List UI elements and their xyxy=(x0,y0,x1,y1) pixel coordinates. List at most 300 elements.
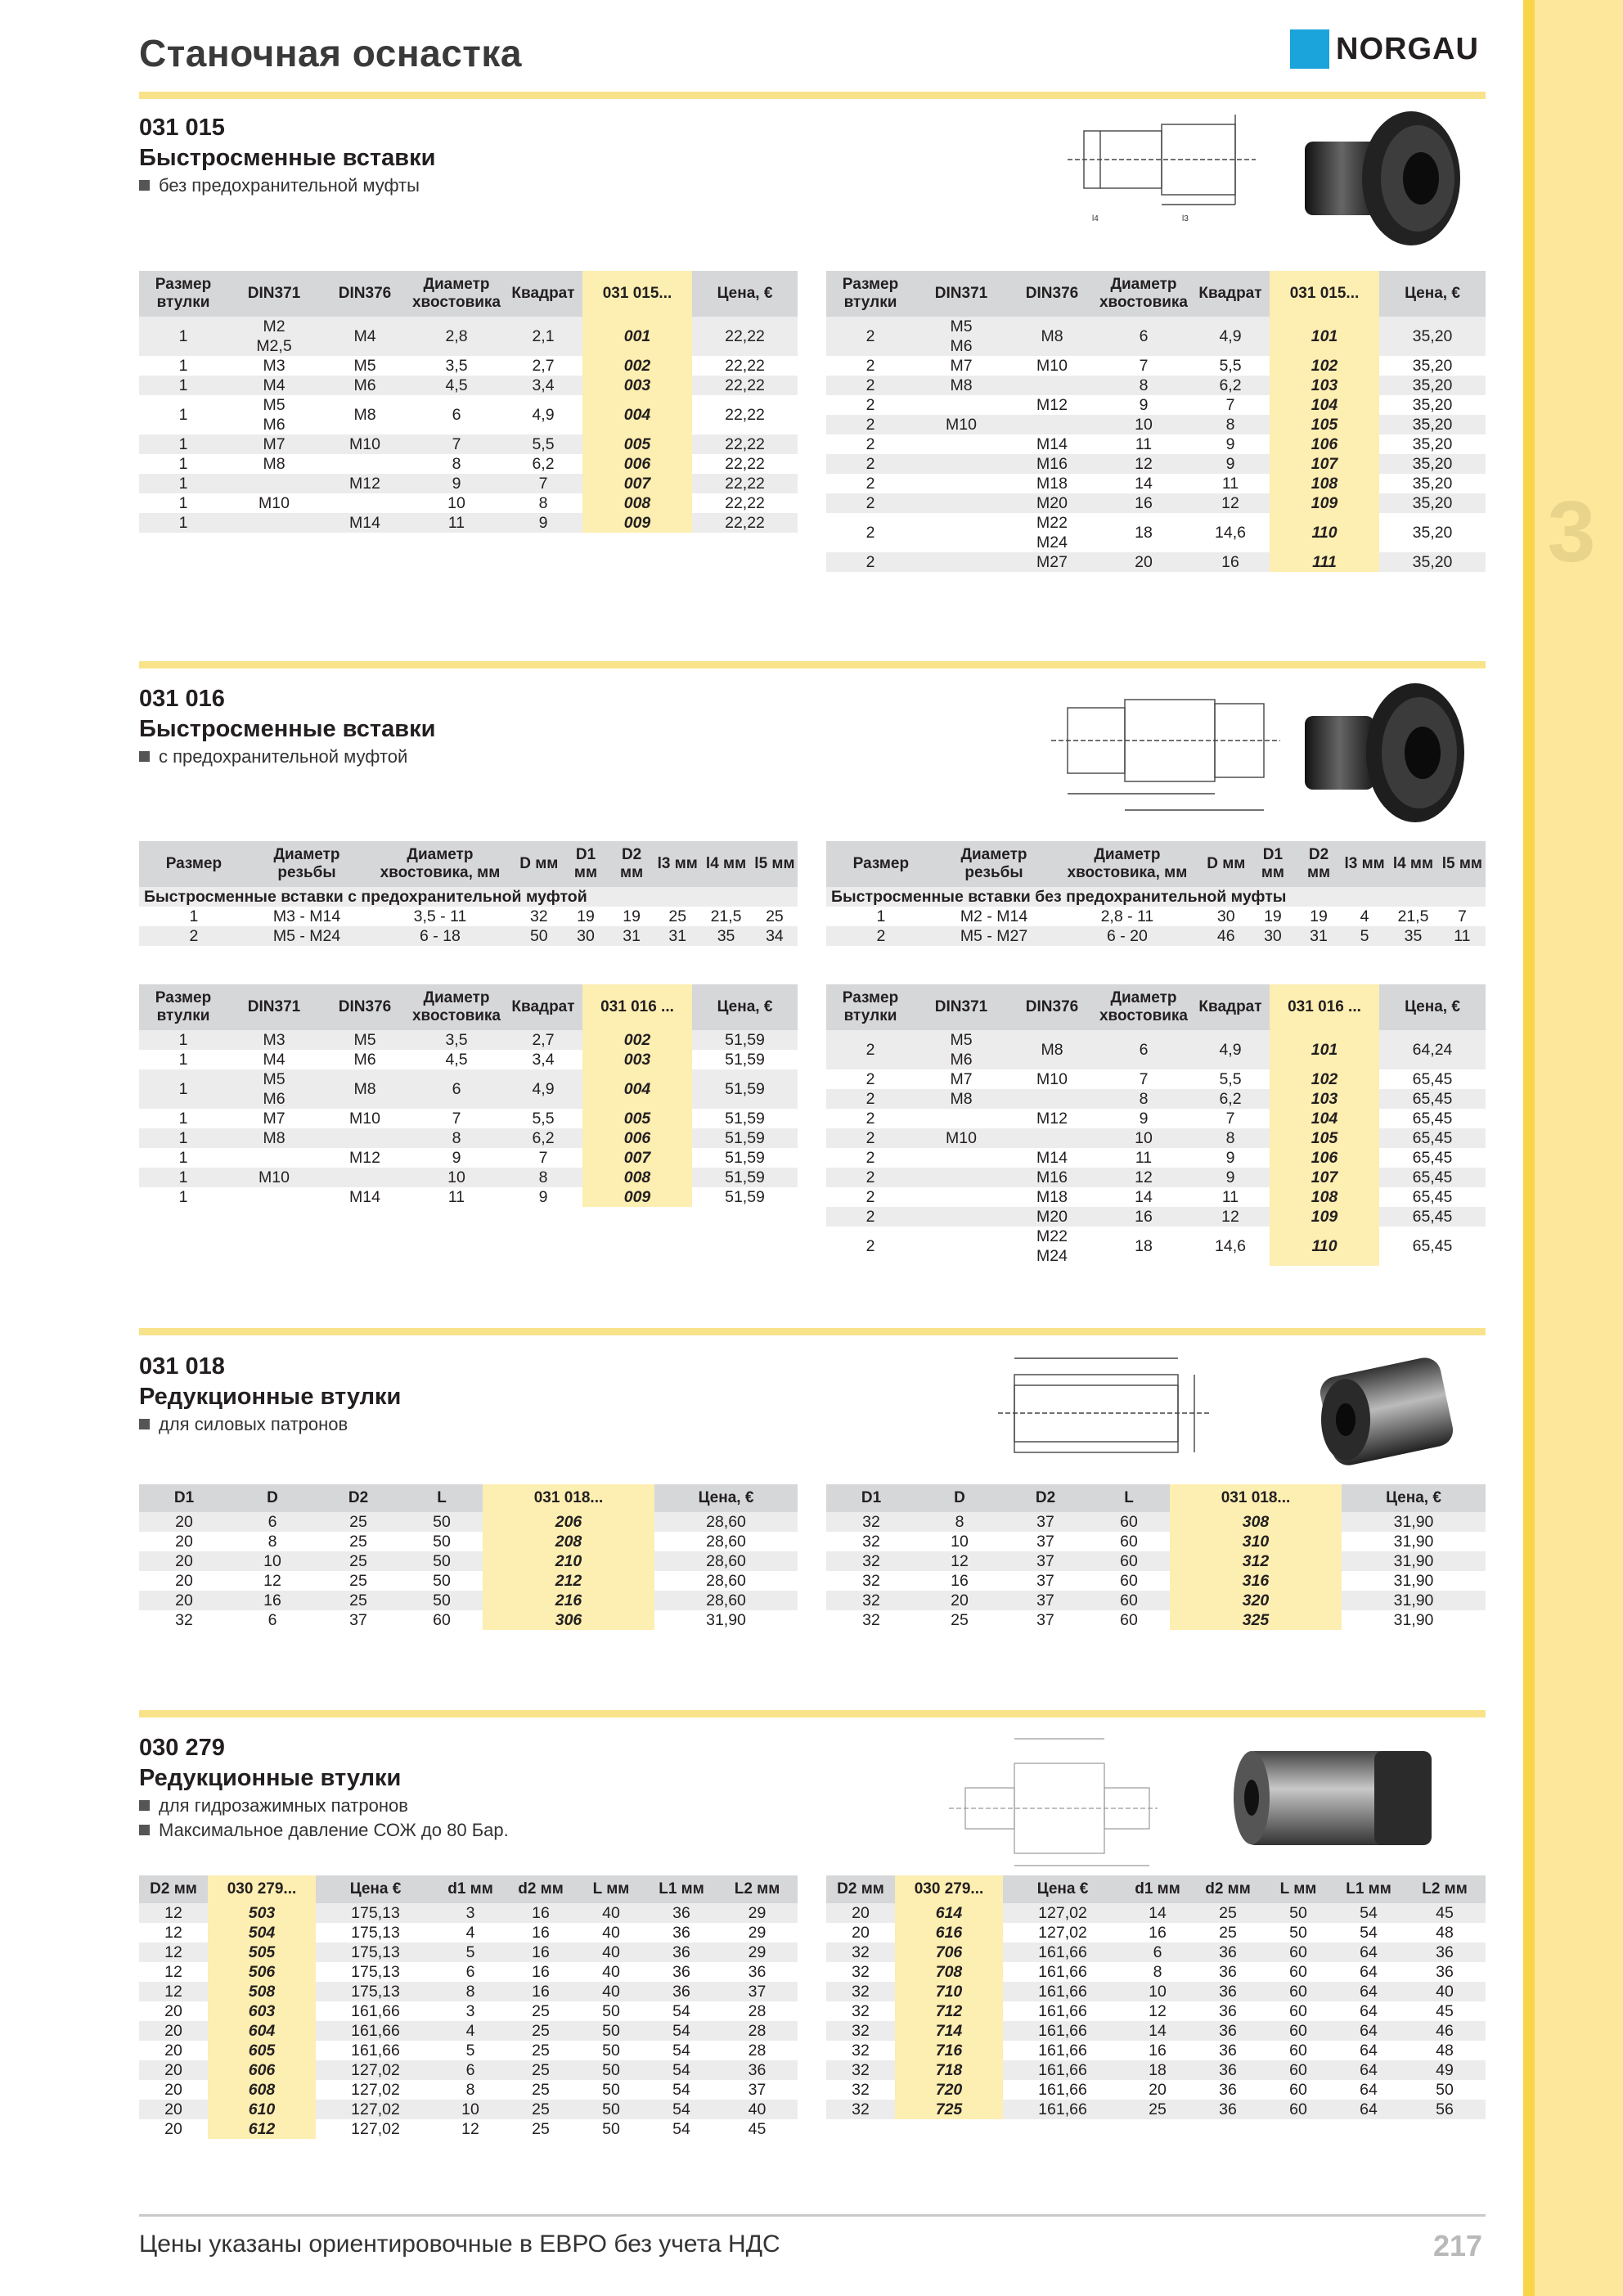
cell-line: M10 xyxy=(1036,357,1068,375)
table-cell: 37 xyxy=(1003,1512,1088,1532)
col-header: Цена, € xyxy=(692,984,798,1030)
section-rule xyxy=(139,92,1486,99)
table-cell: 7 xyxy=(1139,357,1149,375)
table-cell: 175,13 xyxy=(316,1943,435,1962)
section-bullet: для гидрозажимных патронов xyxy=(139,1795,509,1817)
table-cell: 175,13 xyxy=(351,1963,400,1981)
table-cell: 1 xyxy=(139,513,227,533)
table-row xyxy=(826,1227,1486,1266)
col-header: DIN371 xyxy=(227,984,321,1030)
table-cell: 12 xyxy=(139,1903,208,1923)
article-number: 001 xyxy=(582,317,692,356)
table-cell: 64 xyxy=(1333,2100,1404,2119)
table-cell: 22,22 xyxy=(725,494,765,512)
table-cell: 54 xyxy=(672,2120,690,2138)
table-cell: 7 xyxy=(1457,907,1467,925)
table-row xyxy=(139,2041,798,2060)
table-cell: 51,59 xyxy=(692,1069,798,1109)
table-cell: 19 xyxy=(623,907,641,925)
col-header: D1 xyxy=(139,1484,229,1512)
article-number: 004 xyxy=(582,1069,692,1109)
table-cell xyxy=(321,356,409,376)
cell-line: M14 xyxy=(1036,1149,1068,1167)
table-cell: 64 xyxy=(1360,2081,1378,2099)
table-cell: 40 xyxy=(602,1924,620,1942)
col-header: 031 015... xyxy=(582,271,692,317)
table-cell: 50 xyxy=(602,2042,620,2060)
table-cell xyxy=(227,1109,321,1128)
table-cell: 20 xyxy=(139,2021,208,2041)
cell-line: M5 xyxy=(353,1031,376,1049)
table-cell: 8 xyxy=(465,2081,475,2099)
table-row xyxy=(826,474,1486,493)
table-cell: 37 xyxy=(1036,1533,1054,1551)
col-header: 031 018... xyxy=(1170,1484,1342,1512)
table-cell: 11 xyxy=(1135,1149,1153,1167)
col-header: 031 018... xyxy=(483,1484,654,1512)
article-number: 718 xyxy=(895,2060,1003,2080)
table-cell: 2 xyxy=(139,926,249,946)
table-cell: 6 xyxy=(229,1512,316,1532)
table-cell: 2 xyxy=(826,1168,915,1187)
table-cell: 5 xyxy=(435,1943,506,1962)
table-cell: 7 xyxy=(1225,396,1235,414)
article-number: 107 xyxy=(1270,454,1379,474)
table-cell: 175,13 xyxy=(316,1903,435,1923)
cell-line: M18 xyxy=(1036,1188,1068,1206)
cell-line: M10 xyxy=(946,416,977,434)
table-cell xyxy=(915,513,1008,552)
table-cell: 51,59 xyxy=(725,1188,765,1206)
section-code: 031 016 xyxy=(139,686,225,712)
table-cell: 11 xyxy=(1221,1188,1239,1206)
table-cell: 127,02 xyxy=(316,2100,435,2119)
col-header: D xyxy=(916,1484,1003,1512)
section-031015 xyxy=(139,115,435,196)
table-cell: 31,90 xyxy=(1342,1512,1486,1532)
table-cell: 2 xyxy=(865,1149,875,1167)
table-row xyxy=(139,1050,798,1069)
article-number: 105 xyxy=(1270,1128,1379,1148)
table-cell: 2 xyxy=(826,552,915,572)
table-row xyxy=(139,926,798,946)
table-cell: 2 xyxy=(865,1237,875,1255)
table-cell: 161,66 xyxy=(1038,2042,1087,2060)
article-number: 603 xyxy=(208,2001,316,2021)
table-cell: 30 xyxy=(1250,926,1296,946)
table-cell xyxy=(321,376,409,395)
table-cell: 3,4 xyxy=(532,1051,555,1069)
table-cell: 19 xyxy=(577,907,595,925)
table-cell: 37 xyxy=(1036,1572,1054,1590)
article-number: 103 xyxy=(1270,1089,1379,1109)
table-cell: 32 xyxy=(852,1963,870,1981)
table-cell: 60 xyxy=(1289,2042,1307,2060)
table-cell xyxy=(227,454,321,474)
table-cell xyxy=(915,493,1008,513)
table-cell: 25 xyxy=(349,1533,367,1551)
chapter-number: 3 xyxy=(1547,484,1596,580)
table-cell xyxy=(227,1187,321,1207)
table-row xyxy=(139,1187,798,1207)
cell-line: M16 xyxy=(1036,455,1068,473)
article-number: 003 xyxy=(582,1050,692,1069)
col-header: Квадрат xyxy=(1191,984,1270,1030)
table-cell: 50 xyxy=(576,2060,646,2080)
table-cell: 22,22 xyxy=(692,317,798,356)
table-cell: 37 xyxy=(1036,1611,1054,1629)
table-cell: 36 xyxy=(1193,2021,1263,2041)
table-row xyxy=(826,2021,1486,2041)
section-code: 031 018 xyxy=(139,1353,225,1380)
table-cell: 64 xyxy=(1333,1943,1404,1962)
article-number: 208 xyxy=(483,1532,654,1551)
table-cell: 3,4 xyxy=(504,376,582,395)
table-row xyxy=(826,1962,1486,1982)
article-number: 614 xyxy=(895,1903,1003,1923)
table-cell xyxy=(321,434,409,454)
table-cell: M5 - M27 xyxy=(936,926,1052,946)
table-cell: 11 xyxy=(1439,926,1486,946)
article-number: 212 xyxy=(483,1571,654,1591)
article-number: 103 xyxy=(1270,376,1379,395)
table-cell: 6 xyxy=(1096,1030,1191,1069)
table-cell: 18 xyxy=(1135,524,1153,542)
table-row xyxy=(826,1982,1486,2001)
table-cell: 20 xyxy=(916,1591,1003,1610)
table-cell xyxy=(1008,1069,1096,1089)
table-cell: 4,5 xyxy=(445,1051,468,1069)
col-header: L xyxy=(1088,1484,1170,1512)
table-row xyxy=(139,1109,798,1128)
cell-line: M7 xyxy=(263,1110,285,1128)
table-cell: 14 xyxy=(1122,2021,1193,2041)
table-cell: 25 xyxy=(349,1572,367,1590)
table-cell: 127,02 xyxy=(1038,1924,1087,1942)
table-cell xyxy=(321,1187,409,1207)
article-number: 714 xyxy=(895,2021,1003,2041)
table-cell: 40 xyxy=(576,1903,646,1923)
table-row xyxy=(826,2060,1486,2080)
table-cell: 51,59 xyxy=(692,1030,798,1050)
article-number: 710 xyxy=(895,1982,1003,2001)
table-cell xyxy=(321,493,409,513)
col-header: Цена, € xyxy=(654,1484,798,1512)
col-header: l3 мм xyxy=(654,841,700,887)
table-cell xyxy=(915,1069,1008,1089)
table-row xyxy=(826,1512,1486,1532)
article-number: 708 xyxy=(895,1962,1003,1982)
table-cell: 65,45 xyxy=(1379,1168,1486,1187)
table-cell: 36 xyxy=(1404,1943,1486,1962)
table-cell: 2 xyxy=(826,454,915,474)
col-header: d2 мм xyxy=(506,1875,576,1903)
table-cell: 8 xyxy=(435,1982,506,2001)
table-cell: 25 xyxy=(1122,2100,1193,2119)
article-number: 604 xyxy=(208,2021,316,2041)
table-cell: 6,2 xyxy=(1191,376,1270,395)
cell-line: M22 xyxy=(1036,1227,1068,1245)
table-cell: 45 xyxy=(748,2120,767,2138)
table-row xyxy=(139,1532,798,1551)
table-cell: 50 xyxy=(401,1512,483,1532)
table-cell xyxy=(1008,1187,1096,1207)
cell-line: M5 xyxy=(263,396,285,414)
table-cell: 10 xyxy=(435,2100,506,2119)
table-row xyxy=(826,907,1486,926)
article-number: 110 xyxy=(1270,513,1379,552)
table-cell: 127,02 xyxy=(351,2081,400,2099)
col-header: 031 015... xyxy=(1270,271,1379,317)
cell-line: M8 xyxy=(263,455,285,473)
table-cell xyxy=(1008,474,1096,493)
table-cell xyxy=(915,1089,1008,1109)
article-number: 712 xyxy=(895,2001,1003,2021)
col-header: d2 мм xyxy=(1193,1875,1263,1903)
table-cell: 36 xyxy=(1219,1963,1237,1981)
table-cell xyxy=(915,376,1008,395)
table-cell: M3 - M14 xyxy=(272,907,341,925)
section-rule xyxy=(139,1328,1486,1335)
table-cell: 4,5 xyxy=(409,376,504,395)
table-cell: 56 xyxy=(1404,2100,1486,2119)
table-cell: 10 xyxy=(447,494,465,512)
col-header: Квадрат xyxy=(504,984,582,1030)
table-row xyxy=(139,1128,798,1148)
table-cell xyxy=(227,1050,321,1069)
table-cell: 161,66 xyxy=(1003,2021,1122,2041)
footer-rule xyxy=(139,2214,1486,2217)
col-header: 031 016 ... xyxy=(582,984,692,1030)
table-cell: 65,45 xyxy=(1379,1089,1486,1109)
table-030279-right xyxy=(826,1875,1486,2119)
table-cell: 46 xyxy=(1203,926,1250,946)
section-code: 030 279 xyxy=(139,1735,225,1761)
table-cell: 34 xyxy=(752,926,798,946)
section-title: Редукционные втулки xyxy=(139,1384,402,1410)
article-number: 008 xyxy=(582,1168,692,1187)
table-cell: 36 xyxy=(1219,2002,1237,2020)
brand-name: NORGAU xyxy=(1336,31,1479,66)
article-number: 104 xyxy=(1270,395,1379,415)
table-cell: 161,66 xyxy=(1038,2002,1087,2020)
cell-line: M4 xyxy=(263,376,285,394)
table-row xyxy=(139,317,798,356)
table-row xyxy=(139,1982,798,2001)
table-cell xyxy=(1008,454,1096,474)
table-cell: 2 xyxy=(865,524,875,542)
table-cell: 2 xyxy=(826,493,915,513)
table-cell: 2 xyxy=(826,376,915,395)
table-cell: 50 xyxy=(401,1591,483,1610)
table-cell xyxy=(1008,376,1096,395)
table-cell: 2 xyxy=(865,1188,875,1206)
table-cell: 2 xyxy=(865,357,875,375)
table-cell: 60 xyxy=(1289,2002,1307,2020)
table-cell: 36 xyxy=(672,1963,690,1981)
svg-text:l3: l3 xyxy=(1182,214,1189,223)
table-cell: 54 xyxy=(672,2042,690,2060)
cell-line: M5 xyxy=(353,357,376,375)
col-header: D2 мм xyxy=(609,841,654,887)
table-row xyxy=(826,493,1486,513)
table-031016-right xyxy=(826,984,1486,1266)
cell-line: M3 xyxy=(263,1031,285,1049)
table-row xyxy=(826,1128,1486,1148)
table-row xyxy=(139,454,798,474)
table-cell: 2 xyxy=(826,1030,915,1069)
table-cell: 4 xyxy=(465,1924,475,1942)
col-header: Диаметр хвостовика, мм xyxy=(1052,841,1202,887)
col-header: Квадрат xyxy=(504,271,582,317)
table-row xyxy=(826,1207,1486,1227)
article-number: 606 xyxy=(208,2060,316,2080)
cell-line: M6 xyxy=(263,1090,285,1108)
table-cell: 36 xyxy=(1193,2060,1263,2080)
table-cell: 6,2 xyxy=(1191,1089,1270,1109)
table-cell: 11 xyxy=(409,513,504,533)
table-cell: 20 xyxy=(139,1551,229,1571)
table-row xyxy=(826,1923,1486,1943)
article-number: 325 xyxy=(1170,1610,1342,1630)
col-header: D1 мм xyxy=(1250,841,1296,887)
table-cell: 1 xyxy=(139,1069,227,1109)
table-cell: 35,20 xyxy=(1379,376,1486,395)
table-cell: 12 xyxy=(263,1572,281,1590)
table-row xyxy=(139,2119,798,2139)
table-cell xyxy=(915,552,1008,572)
table-cell: 35 xyxy=(1387,926,1439,946)
table-030279-left xyxy=(139,1875,798,2139)
table-cell: 2,8 xyxy=(409,317,504,356)
table-cell: 2 xyxy=(865,1110,875,1128)
section-031018 xyxy=(139,1353,401,1435)
table-cell: 40 xyxy=(576,1982,646,2001)
table-row xyxy=(139,1903,798,1923)
table-cell: 37 xyxy=(349,1611,367,1629)
table-cell: 60 xyxy=(1120,1611,1138,1629)
table-cell: 20 xyxy=(852,1924,870,1942)
table-cell: 36 xyxy=(672,1924,690,1942)
table-row xyxy=(139,376,798,395)
table-cell xyxy=(1008,1227,1096,1266)
table-row xyxy=(139,2100,798,2119)
brand-logo xyxy=(1290,29,1479,69)
article-number: 009 xyxy=(582,1187,692,1207)
table-cell: 54 xyxy=(646,2060,717,2080)
table-cell: 54 xyxy=(646,2100,717,2119)
table-cell xyxy=(227,356,321,376)
table-row xyxy=(139,395,798,434)
article-number: 102 xyxy=(1270,356,1379,376)
table-cell: 16 xyxy=(229,1591,316,1610)
article-number: 009 xyxy=(582,513,692,533)
article-number: 007 xyxy=(582,474,692,493)
table-cell: 11 xyxy=(1135,435,1153,453)
table-cell: 50 xyxy=(1263,1903,1333,1923)
table-cell: 35,20 xyxy=(1412,396,1453,414)
table-subtitle: Быстросменные вставки с предохранительной муфтой xyxy=(139,887,798,907)
svg-text:l4: l4 xyxy=(1092,214,1099,223)
table-row xyxy=(826,415,1486,434)
table-cell: 37 xyxy=(1003,1551,1088,1571)
table-cell: 65,45 xyxy=(1412,1188,1453,1206)
col-header: 030 279... xyxy=(208,1875,316,1903)
table-cell: 30 xyxy=(1216,907,1235,925)
cell-line: M14 xyxy=(1036,435,1068,453)
table-cell: 127,02 xyxy=(316,2060,435,2080)
cell-line: M7 xyxy=(950,357,973,375)
section-bullet: с предохранительной муфтой xyxy=(139,746,435,768)
article-number: 504 xyxy=(208,1923,316,1943)
table-cell: 161,66 xyxy=(351,2002,400,2020)
cell-line: M10 xyxy=(259,1168,290,1186)
col-header: Цена, € xyxy=(1379,984,1486,1030)
table-cell: 25 xyxy=(951,1611,969,1629)
col-header: D2 xyxy=(1003,1484,1088,1512)
table-cell: 60 xyxy=(433,1611,451,1629)
table-cell: 25 xyxy=(506,2021,576,2041)
table-cell xyxy=(1008,1128,1096,1148)
col-header: Диаметр резьбы xyxy=(249,841,365,887)
col-header: L2 мм xyxy=(717,1875,798,1903)
article-number: 308 xyxy=(1170,1512,1342,1532)
section-rule xyxy=(139,1710,1486,1717)
table-cell xyxy=(321,474,409,493)
technical-drawing-031015 xyxy=(1068,106,1264,254)
col-header: d1 мм xyxy=(1122,1875,1193,1903)
table-row xyxy=(139,434,798,454)
table-cell: 50 xyxy=(576,2021,646,2041)
table-cell: 161,66 xyxy=(1003,1943,1122,1962)
page-title: Станочная оснастка xyxy=(139,32,522,74)
table-cell: 1 xyxy=(178,494,188,512)
table-cell: 10 xyxy=(1122,1982,1193,2001)
col-header: l5 мм xyxy=(752,841,798,887)
table-cell: 60 xyxy=(1088,1512,1170,1532)
table-cell: 30 xyxy=(563,926,609,946)
cell-line: M5 xyxy=(950,317,973,335)
table-cell: 36 xyxy=(717,2060,798,2080)
table-cell: 3,5 - 11 xyxy=(413,907,467,925)
table-cell: 16 xyxy=(1096,493,1191,513)
col-header: Размер втулки xyxy=(826,271,915,317)
table-cell: 54 xyxy=(1333,1903,1404,1923)
table-cell xyxy=(321,1128,409,1148)
table-cell: 37 xyxy=(717,1982,798,2001)
cell-line: M10 xyxy=(349,435,380,453)
table-cell xyxy=(321,317,409,356)
article-number: 002 xyxy=(582,1030,692,1050)
article-number: 612 xyxy=(208,2119,316,2139)
table-cell: 32 xyxy=(826,1982,895,2001)
table-row xyxy=(826,1187,1486,1207)
article-number: 310 xyxy=(1170,1532,1342,1551)
cell-line: M8 xyxy=(353,406,376,424)
article-number: 109 xyxy=(1270,493,1379,513)
table-031018-right xyxy=(826,1484,1486,1630)
table-cell: 64 xyxy=(1333,1982,1404,2001)
table-cell: 6,2 xyxy=(504,1128,582,1148)
table-cell: 51,59 xyxy=(725,1149,765,1167)
table-cell xyxy=(915,1207,1008,1227)
col-header: l4 мм xyxy=(700,841,752,887)
article-number: 107 xyxy=(1270,1168,1379,1187)
table-cell: 28,60 xyxy=(706,1572,746,1590)
table-cell: 20 xyxy=(164,2081,182,2099)
col-header: Диаметр хвостовика xyxy=(409,271,504,317)
table-cell: 6 xyxy=(465,1963,475,1981)
